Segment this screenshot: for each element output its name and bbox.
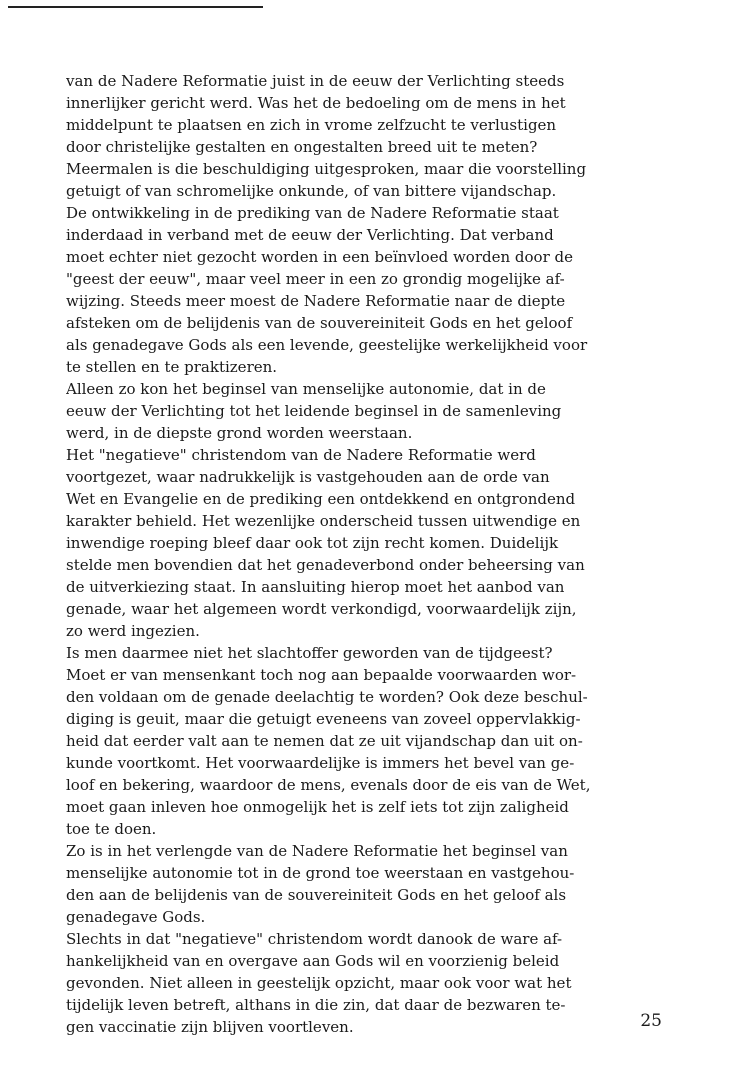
text-line: moet gaan inleven hoe onmogelijk het is zelf iets tot zijn zaligheid xyxy=(66,798,569,816)
text-line: inwendige roeping bleef daar ook tot zijn recht komen. Duidelijk xyxy=(66,534,559,552)
text-line: werd, in de diepste grond worden weerstaan. xyxy=(66,424,413,442)
text-line: diging is geuit, maar die getuigt eveneens van zoveel oppervlakkig- xyxy=(66,710,581,728)
text-line: Alleen zo kon het beginsel van menselijke autonomie, dat in de xyxy=(66,380,546,398)
text-line: loof en bekering, waardoor de mens, evenals door de eis van de Wet, xyxy=(66,776,591,794)
text-line: Wet en Evangelie en de prediking een ontdekkend en ontgrondend xyxy=(66,490,576,508)
text-line: middelpunt te plaatsen en zich in vrome zelfzucht te verlustigen xyxy=(66,116,557,134)
text-line: heid dat eerder valt aan te nemen dat ze uit vijandschap dan uit on- xyxy=(66,732,583,750)
text-line: gen vaccinatie zijn blijven voortleven. xyxy=(66,1018,354,1036)
text-line: kunde voortkomt. Het voorwaardelijke is immers het bevel van ge- xyxy=(66,754,575,772)
text-line: voortgezet, waar nadrukkelijk is vastgehouden aan de orde van xyxy=(66,468,550,486)
text-line: zo werd ingezien. xyxy=(66,622,200,640)
text-line: getuigt of van schromelijke onkunde, of van bittere vijandschap. xyxy=(66,182,557,200)
text-line: De ontwikkeling in de prediking van de Nadere Reformatie staat xyxy=(66,204,559,222)
page-number: 25 xyxy=(640,1011,662,1031)
text-line: de uitverkiezing staat. In aansluiting hierop moet het aanbod van xyxy=(66,578,565,596)
text-line: Moet er van mensenkant toch nog aan bepaalde voorwaarden wor- xyxy=(66,666,577,684)
text-line: gevonden. Niet alleen in geestelijk opzicht, maar ook voor wat het xyxy=(66,974,572,992)
text-line: Meermalen is die beschuldiging uitgesproken, maar die voorstelling xyxy=(66,160,587,178)
text-line: hankelijkheid van en overgave aan Gods wil en voorzienig beleid xyxy=(66,952,560,970)
text-line: genadegave Gods. xyxy=(66,908,206,926)
text-line: den voldaan om de genade deelachtig te worden? Ook deze beschul- xyxy=(66,688,588,706)
text-line: Slechts in dat "negatieve" christendom wordt danook de ware af- xyxy=(66,930,563,948)
text-line: innerlijker gericht werd. Was het de bedoeling om de mens in het xyxy=(66,94,566,112)
body-text xyxy=(66,70,672,1038)
text-line: genade, waar het algemeen wordt verkondigd, voorwaardelijk zijn, xyxy=(66,600,577,618)
text-line: moet echter niet gezocht worden in een beïnvloed worden door de xyxy=(66,248,573,266)
text-line: te stellen en te praktizeren. xyxy=(66,358,278,376)
text-line: door christelijke gestalten en ongestalten breed uit te meten? xyxy=(66,138,538,156)
text-line: inderdaad in verband met de eeuw der Verlichting. Dat verband xyxy=(66,226,554,244)
text-line: Het "negatieve" christendom van de Nadere Reformatie werd xyxy=(66,446,536,464)
text-line: toe te doen. xyxy=(66,820,157,838)
text-line: Is men daarmee niet het slachtoffer geworden van de tijdgeest? xyxy=(66,644,553,662)
text-line: den aan de belijdenis van de souvereiniteit Gods en het geloof als xyxy=(66,886,567,904)
text-line: afsteken om de belijdenis van de souvereiniteit Gods en het geloof xyxy=(66,314,573,332)
text-line: stelde men bovendien dat het genadeverbond onder beheersing van xyxy=(66,556,585,574)
text-line: eeuw der Verlichting tot het leidende beginsel in de samenleving xyxy=(66,402,562,420)
top-rule xyxy=(8,6,263,8)
text-line: van de Nadere Reformatie juist in de eeuw der Verlichting steeds xyxy=(66,72,565,90)
text-line: "geest der eeuw", maar veel meer in een zo grondig mogelijke af- xyxy=(66,270,565,288)
text-line: wijzing. Steeds meer moest de Nadere Reformatie naar de diepte xyxy=(66,292,566,310)
text-line: menselijke autonomie tot in de grond toe weerstaan en vastgehou- xyxy=(66,864,575,882)
text-line: tijdelijk leven betreft, althans in die zin, dat daar de bezwaren te- xyxy=(66,996,566,1014)
text-line: als genadegave Gods als een levende, geestelijke werkelijkheid voor xyxy=(66,336,588,354)
text-line: Zo is in het verlengde van de Nadere Reformatie het beginsel van xyxy=(66,842,568,860)
text-line: karakter behield. Het wezenlijke onderscheid tussen uitwendige en xyxy=(66,512,581,530)
